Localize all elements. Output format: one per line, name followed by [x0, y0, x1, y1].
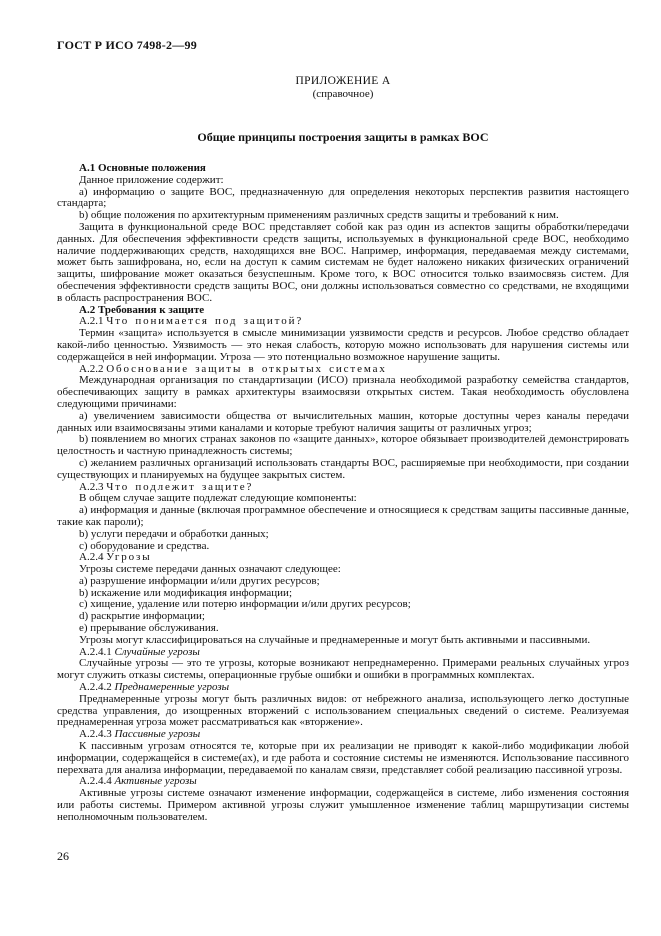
- document-standard-code: ГОСТ Р ИСО 7498-2—99: [57, 38, 197, 52]
- section-heading: А.2 Требования к защите: [79, 303, 205, 316]
- paragraph: c) хищение, удаление или потерю информации и/или других ресурсов;: [79, 598, 411, 611]
- paragraph: Угрозы могут классифицироваться на случайные и преднамеренные и могут быть активными и пассивными.: [79, 633, 591, 646]
- paragraph: Защита в функциональной среде ВОС представляет собой как раз один из аспектов защиты обработки/передачи данных. Для обеспечения эффективности средств защиты, используемых в функциональной среде ВОС, необходимо наличие поддерживающих средств, находящихся вне ВОС. Например, информация, передаваемая между системами, может быть зашифрована, но, если на доступ к самим системам не будет наложено никаких физических ограничений защиты, шифрование может оказаться безуспешным. Кроме того, к ВОС относится только взаимосвязь систем. Для обеспечения эффективности средств защиты ВОС, они должны использоваться совместно со средствами, не входящими в область распространения ВОС.: [57, 220, 629, 304]
- paragraph: е) прерывание обслуживания.: [79, 622, 219, 635]
- paragraph: Случайные угрозы — это те угрозы, которые возникают непреднамеренно. Примерами реальных случайных угроз могут служить отказы системы, операционные грубые ошибки и ошибки в программных комплектах.: [57, 657, 629, 682]
- paragraph: а) увеличением зависимости общества от вычислительных машин, которые доступны через каналы передачи данных или взаимосвязаны этими каналами и которые требуют наличия защиты от различных угроз;: [57, 409, 629, 434]
- section-number: А.2.4: [79, 551, 107, 564]
- section-title: Угрозы: [106, 551, 152, 564]
- section-number: А.2.4.4: [79, 775, 115, 788]
- section-title: Преднамеренные угрозы: [114, 681, 230, 694]
- section-number: А.2.2: [79, 362, 107, 375]
- paragraph: Активные угрозы системе означают изменение информации, содержащейся в системе, либо изменения состояния или работы системы. Примером активной угрозы служит умышленное изменение таблиц маршрутизации системы неполномочным пользователем.: [57, 787, 629, 823]
- section-title: Что подлежит защите?: [106, 480, 254, 493]
- section-title: Обоснование защиты в открытых системах: [106, 362, 387, 375]
- document-content: [57, 163, 629, 824]
- paragraph: b) услуги передачи и обработки данных;: [79, 527, 269, 540]
- document-title: Общие принципы построения защиты в рамках ВОС: [197, 130, 489, 144]
- paragraph: b) искажение или модификация информации;: [79, 586, 293, 599]
- paragraph: Преднамеренные угрозы могут быть различных видов: от небрежного анализа, использующего легко доступные средства управления, до изощренных вторжений с использованием специальных сведений о системе. Реализуемая преднамеренная угроза может рассматриваться как «вторжение».: [57, 692, 629, 729]
- section-title: Что понимается под защитой?: [106, 315, 304, 328]
- section-title: Пассивные угрозы: [114, 728, 201, 741]
- paragraph: b) появлением во многих странах законов по «защите данных», которое обязывает производителей демонстрировать целостность и частную принадлежность системы;: [57, 433, 629, 458]
- paragraph: Угрозы системе передачи данных означают следующее:: [79, 563, 341, 576]
- section-number: А.2.1: [79, 315, 107, 328]
- section-number: А.2.4.2: [79, 681, 115, 694]
- paragraph: В общем случае защите подлежат следующие компоненты:: [79, 492, 357, 505]
- paragraph: c) желанием различных организаций использовать стандарты ВОС, расширяемые при необходимости, при создании существующих и планируемых на будущее закрытых систем.: [57, 456, 629, 481]
- appendix-note: (справочное): [312, 88, 374, 100]
- paragraph: К пассивным угрозам относятся те, которые при их реализации не приводят к какой-либо модификации любой информации, содержащейся в системе(ах), и где работа и состояние системы не изменяются. Использование пассивного перехвата для анализа информации, передаваемой по каналам связи, представляет собой реализацию пассивной угрозы.: [57, 740, 629, 776]
- section-heading: А.1 Основные положения: [79, 162, 206, 174]
- paragraph: b) общие положения по архитектурным применениям различных средств защиты и требований к ним.: [79, 209, 559, 222]
- paragraph: Термин «защита» используется в смысле минимизации уязвимости средств и ресурсов. Любое средство обладает какой-либо ценностью. Уязвимость — это некая слабость, которую можно использовать для нарушения системы или содержащейся в ней информации. Угроза — это потенциально возможное нарушение защиты.: [57, 327, 629, 363]
- paragraph: d) раскрытие информации;: [79, 610, 205, 623]
- paragraph: c) оборудование и средства.: [79, 539, 210, 552]
- paragraph: а) информацию о защите ВОС, предназначенную для определения некоторых перспектив развития настоящего стандарта;: [57, 185, 629, 210]
- page-number: 26: [57, 849, 69, 863]
- section-title: Случайные угрозы: [114, 645, 200, 658]
- paragraph: Данное приложение содержит:: [79, 173, 224, 186]
- paragraph: а) информация и данные (включая программное обеспечение и относящиеся к средствам защиты пассивные данные, такие как пароли);: [57, 504, 629, 528]
- section-number: А.2.4.3: [79, 728, 115, 741]
- paragraph: Международная организация по стандартизации (ИСО) признала необходимой разработку семейства стандартов, обеспечивающих защиту в рамках архитектуры взаимосвязи открытых систем. Такая необходимость обусловлена следующими причинами:: [57, 374, 629, 410]
- section-number: А.2.3: [79, 480, 107, 493]
- appendix-label: ПРИЛОЖЕНИЕ А: [295, 75, 391, 87]
- section-number: А.2.4.1: [79, 645, 115, 658]
- paragraph: а) разрушение информации и/или других ресурсов;: [79, 574, 320, 587]
- section-title: Активные угрозы: [114, 775, 197, 788]
